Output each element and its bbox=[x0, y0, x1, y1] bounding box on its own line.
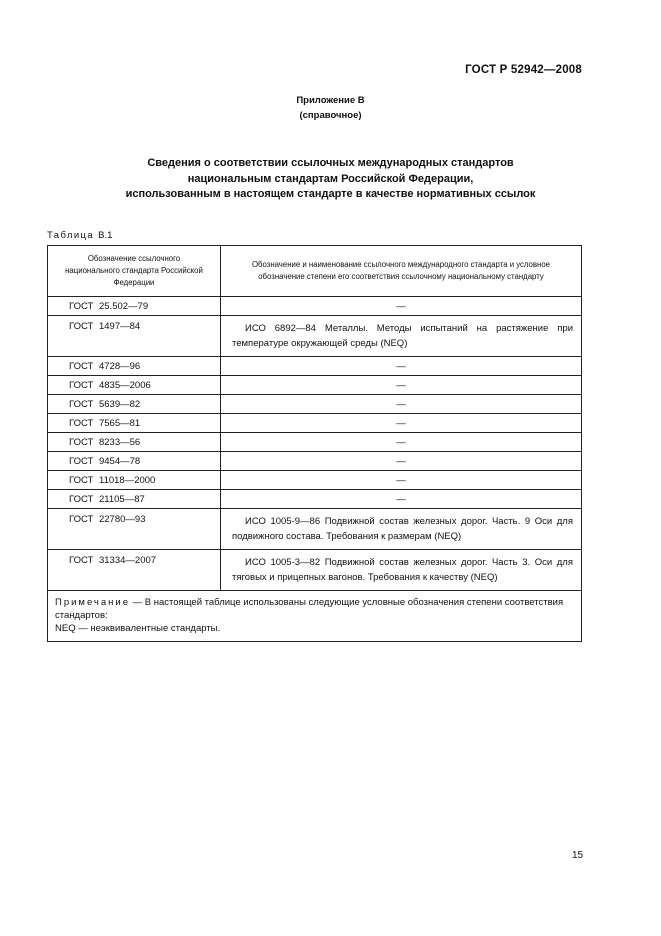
cell-international-standard: — bbox=[221, 414, 582, 433]
cell-national-standard: ГОСТ 4835—2006 bbox=[48, 376, 221, 395]
heading-line-1: Сведения о соответствии ссылочных международных стандартов bbox=[147, 157, 514, 169]
cell-international-standard: — bbox=[221, 490, 582, 509]
table-row bbox=[48, 471, 582, 490]
annex-subtitle: (справочное) bbox=[299, 110, 362, 121]
cell-international-standard: — bbox=[221, 433, 582, 452]
table-row bbox=[48, 550, 582, 591]
table-label-word: Таблица bbox=[47, 230, 95, 241]
table-row bbox=[48, 376, 582, 395]
table-label bbox=[47, 230, 112, 241]
annex-block bbox=[0, 93, 661, 123]
cell-national-standard: ГОСТ 31334—2007 bbox=[48, 550, 221, 591]
cell-national-standard: ГОСТ 5639—82 bbox=[48, 395, 221, 414]
note-row bbox=[48, 591, 582, 642]
column-header-international: Обозначение и наименование ссылочного международного стандарта и условное обозначение степени его соответствия ссылочному национальному стандарту bbox=[221, 246, 582, 297]
table-row bbox=[48, 357, 582, 376]
cell-national-standard: ГОСТ 1497—84 bbox=[48, 316, 221, 357]
table-header-row bbox=[48, 246, 582, 297]
table-row bbox=[48, 509, 582, 550]
page-number: 15 bbox=[572, 850, 584, 861]
table-row bbox=[48, 414, 582, 433]
table-row bbox=[48, 297, 582, 316]
cell-national-standard: ГОСТ 11018—2000 bbox=[48, 471, 221, 490]
cell-national-standard: ГОСТ 9454—78 bbox=[48, 452, 221, 471]
table-row bbox=[48, 316, 582, 357]
note-text: — В настоящей таблице использованы следующие условные обозначения степени соответствия стандартов: bbox=[55, 597, 564, 621]
cell-international-standard: — bbox=[221, 395, 582, 414]
cell-international-standard: — bbox=[221, 376, 582, 395]
column-header-national: Обозначение ссылочного национального стандарта Российской Федерации bbox=[48, 246, 221, 297]
note-legend: NEQ — неэквивалентные стандарты. bbox=[55, 623, 221, 634]
cell-national-standard: ГОСТ 22780—93 bbox=[48, 509, 221, 550]
cell-international-standard: — bbox=[221, 357, 582, 376]
table-label-number: В.1 bbox=[98, 230, 113, 241]
cell-international-standard: — bbox=[221, 452, 582, 471]
cell-national-standard: ГОСТ 8233—56 bbox=[48, 433, 221, 452]
table-note bbox=[48, 591, 582, 642]
cell-national-standard: ГОСТ 7565—81 bbox=[48, 414, 221, 433]
section-heading bbox=[0, 156, 661, 203]
table-row bbox=[48, 433, 582, 452]
cell-national-standard: ГОСТ 25.502—79 bbox=[48, 297, 221, 316]
heading-line-2: национальным стандартам Российской Федерации, bbox=[187, 172, 474, 185]
table-row bbox=[48, 452, 582, 471]
document-id: ГОСТ Р 52942—2008 bbox=[465, 64, 582, 76]
cell-international-standard: ИСО 1005-9—86 Подвижной состав железных дорог. Часть. 9 Оси для подвижного состава. Требования к размерам (NEQ) bbox=[221, 509, 582, 550]
heading-line-3: использованным в настоящем стандарте в качестве нормативных ссылок bbox=[125, 188, 536, 200]
table-row bbox=[48, 395, 582, 414]
cell-international-standard: ИСО 1005-3—82 Подвижной состав железных дорог. Часть 3. Оси для тяговых и прицепных вагонов. Требования к качеству (NEQ) bbox=[221, 550, 582, 591]
cell-international-standard: ИСО 6892—84 Металлы. Методы испытаний на растяжение при температуре окружающей среды (NEQ) bbox=[221, 316, 582, 357]
cell-national-standard: ГОСТ 21105—87 bbox=[48, 490, 221, 509]
cell-international-standard: — bbox=[221, 297, 582, 316]
table-row bbox=[48, 490, 582, 509]
cell-national-standard: ГОСТ 4728—96 bbox=[48, 357, 221, 376]
note-label: Примечание bbox=[55, 597, 130, 608]
annex-title: Приложение В bbox=[296, 95, 365, 106]
standards-table bbox=[47, 245, 582, 642]
cell-international-standard: — bbox=[221, 471, 582, 490]
